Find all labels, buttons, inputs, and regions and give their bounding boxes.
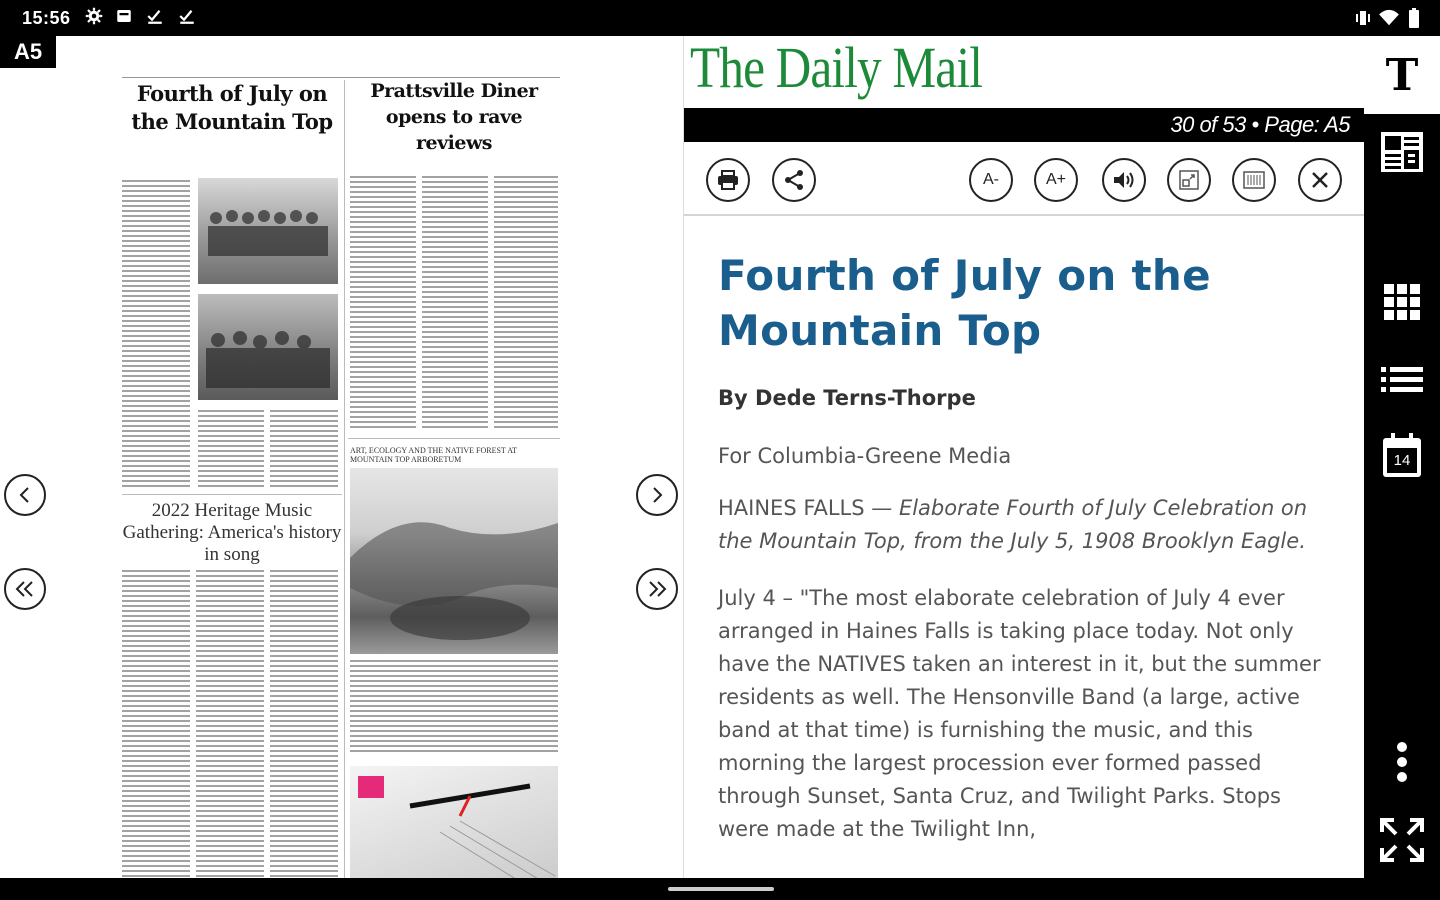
status-time: 15:56 [22, 7, 71, 28]
newspaper-icon [1379, 130, 1425, 174]
article-list-button[interactable] [1378, 356, 1426, 404]
section-divider [348, 438, 560, 439]
share-icon [783, 169, 805, 191]
decrease-font-button[interactable]: A- [969, 158, 1013, 202]
increase-font-button[interactable]: A+ [1034, 158, 1078, 202]
share-button[interactable] [772, 158, 816, 202]
article-text-block [122, 180, 190, 488]
right-sidebar [1364, 36, 1440, 878]
speaker-icon [1112, 170, 1136, 190]
text-mode-button[interactable]: T [1364, 36, 1440, 114]
newspaper-photo [198, 178, 338, 284]
page-viewer[interactable] [0, 36, 683, 878]
italic-intro: Elaborate Fourth of July Celebration on the Mountain Top, from the July 5, 1908 Brooklyn Eagle. [718, 496, 1308, 553]
newspaper-headline[interactable]: Fourth of July on the Mountain Top [131, 81, 333, 134]
article-title: Fourth of July on the Mountain Top [718, 251, 1211, 355]
page-badge: A5 [0, 36, 56, 68]
page-info-text: 30 of 53 • Page: A5 [1170, 112, 1350, 137]
calendar-day: 14 [1393, 452, 1411, 469]
gallery-icon [1242, 170, 1266, 190]
article-text-block [196, 570, 264, 900]
view-page-button[interactable] [1167, 158, 1211, 202]
gallery-button[interactable] [1232, 158, 1276, 202]
status-bar [0, 0, 1440, 36]
article-text-block [198, 410, 264, 490]
expand-icon [1380, 818, 1424, 862]
article-toolbar [684, 142, 1364, 216]
column-divider [344, 80, 345, 900]
list-icon [1381, 366, 1423, 394]
newspaper-headline[interactable]: Prattsville Diner opens to rave reviews [370, 80, 538, 154]
check-icon [177, 7, 197, 30]
article-paragraph: July 4 – "The most elaborate celebration of July 4 ever arranged in Haines Falls is taking place today. Not only have the NATIVES taken an interest in it, but the summer residents as well. The Hensonville Band (a large, active band at that time) is furnishing the music, and this morning the largest procession ever formed passed through Sunset, Santa Cruz, and Twilight Parks. Stops were made at the Twilight Inn, [718, 586, 1321, 841]
more-options-button[interactable] [1378, 738, 1426, 786]
next-page-button[interactable] [636, 474, 678, 516]
article-text-block [494, 176, 558, 430]
prev-page-button[interactable] [4, 474, 46, 516]
dateline: HAINES FALLS — [718, 496, 899, 520]
photo-caption: ART, ECOLOGY AND THE NATIVE FOREST AT MOUNTAIN TOP ARBORETUM [350, 446, 517, 464]
newspaper-photo [198, 294, 338, 400]
calendar-button[interactable] [1378, 432, 1426, 480]
newspaper-headline[interactable]: 2022 Heritage Music Gathering: America's history in song [122, 500, 342, 565]
more-vertical-icon [1396, 742, 1408, 782]
listen-button[interactable] [1102, 158, 1146, 202]
article-text-block [270, 570, 338, 900]
newspaper-photo [350, 468, 558, 654]
print-button[interactable] [706, 158, 750, 202]
battery-icon [1408, 8, 1420, 33]
thumbnails-button[interactable] [1378, 278, 1426, 326]
chevron-right-icon [648, 486, 666, 504]
double-chevron-left-icon [14, 580, 36, 598]
article-body [718, 248, 1338, 846]
page-header-rule [122, 70, 560, 78]
double-chevron-right-icon [646, 580, 668, 598]
photo-icon [115, 7, 133, 30]
home-gesture-handle[interactable] [668, 887, 774, 891]
publication-logo: The Daily Mail [690, 36, 983, 100]
article-text-block [350, 660, 558, 752]
wifi-icon [1378, 9, 1400, 32]
page-view-icon [1178, 169, 1200, 191]
newspaper-page[interactable] [122, 70, 560, 900]
chevron-left-icon [16, 486, 34, 504]
page-info-bar [684, 108, 1364, 142]
last-page-button[interactable] [636, 568, 678, 610]
fullscreen-button[interactable] [1378, 816, 1426, 864]
article-panel [684, 36, 1364, 878]
printer-icon [717, 170, 739, 190]
article-byline: By Dede Terns-Thorpe [718, 386, 976, 410]
first-page-button[interactable] [4, 568, 46, 610]
article-text-block [422, 176, 488, 430]
system-nav-bar [0, 878, 1440, 900]
grid-icon [1383, 283, 1421, 321]
article-text-block [350, 176, 416, 430]
close-icon [1311, 171, 1329, 189]
gear-icon [85, 7, 103, 30]
article-paragraph [718, 492, 1338, 558]
article-text-block [270, 410, 338, 490]
close-article-button[interactable] [1298, 158, 1342, 202]
article-source: For Columbia-Greene Media [718, 444, 1012, 468]
check-icon [145, 7, 165, 30]
section-divider [122, 494, 342, 495]
page-layout-button[interactable] [1378, 128, 1426, 176]
vibrate-icon [1356, 9, 1370, 32]
article-text-block [122, 570, 190, 900]
